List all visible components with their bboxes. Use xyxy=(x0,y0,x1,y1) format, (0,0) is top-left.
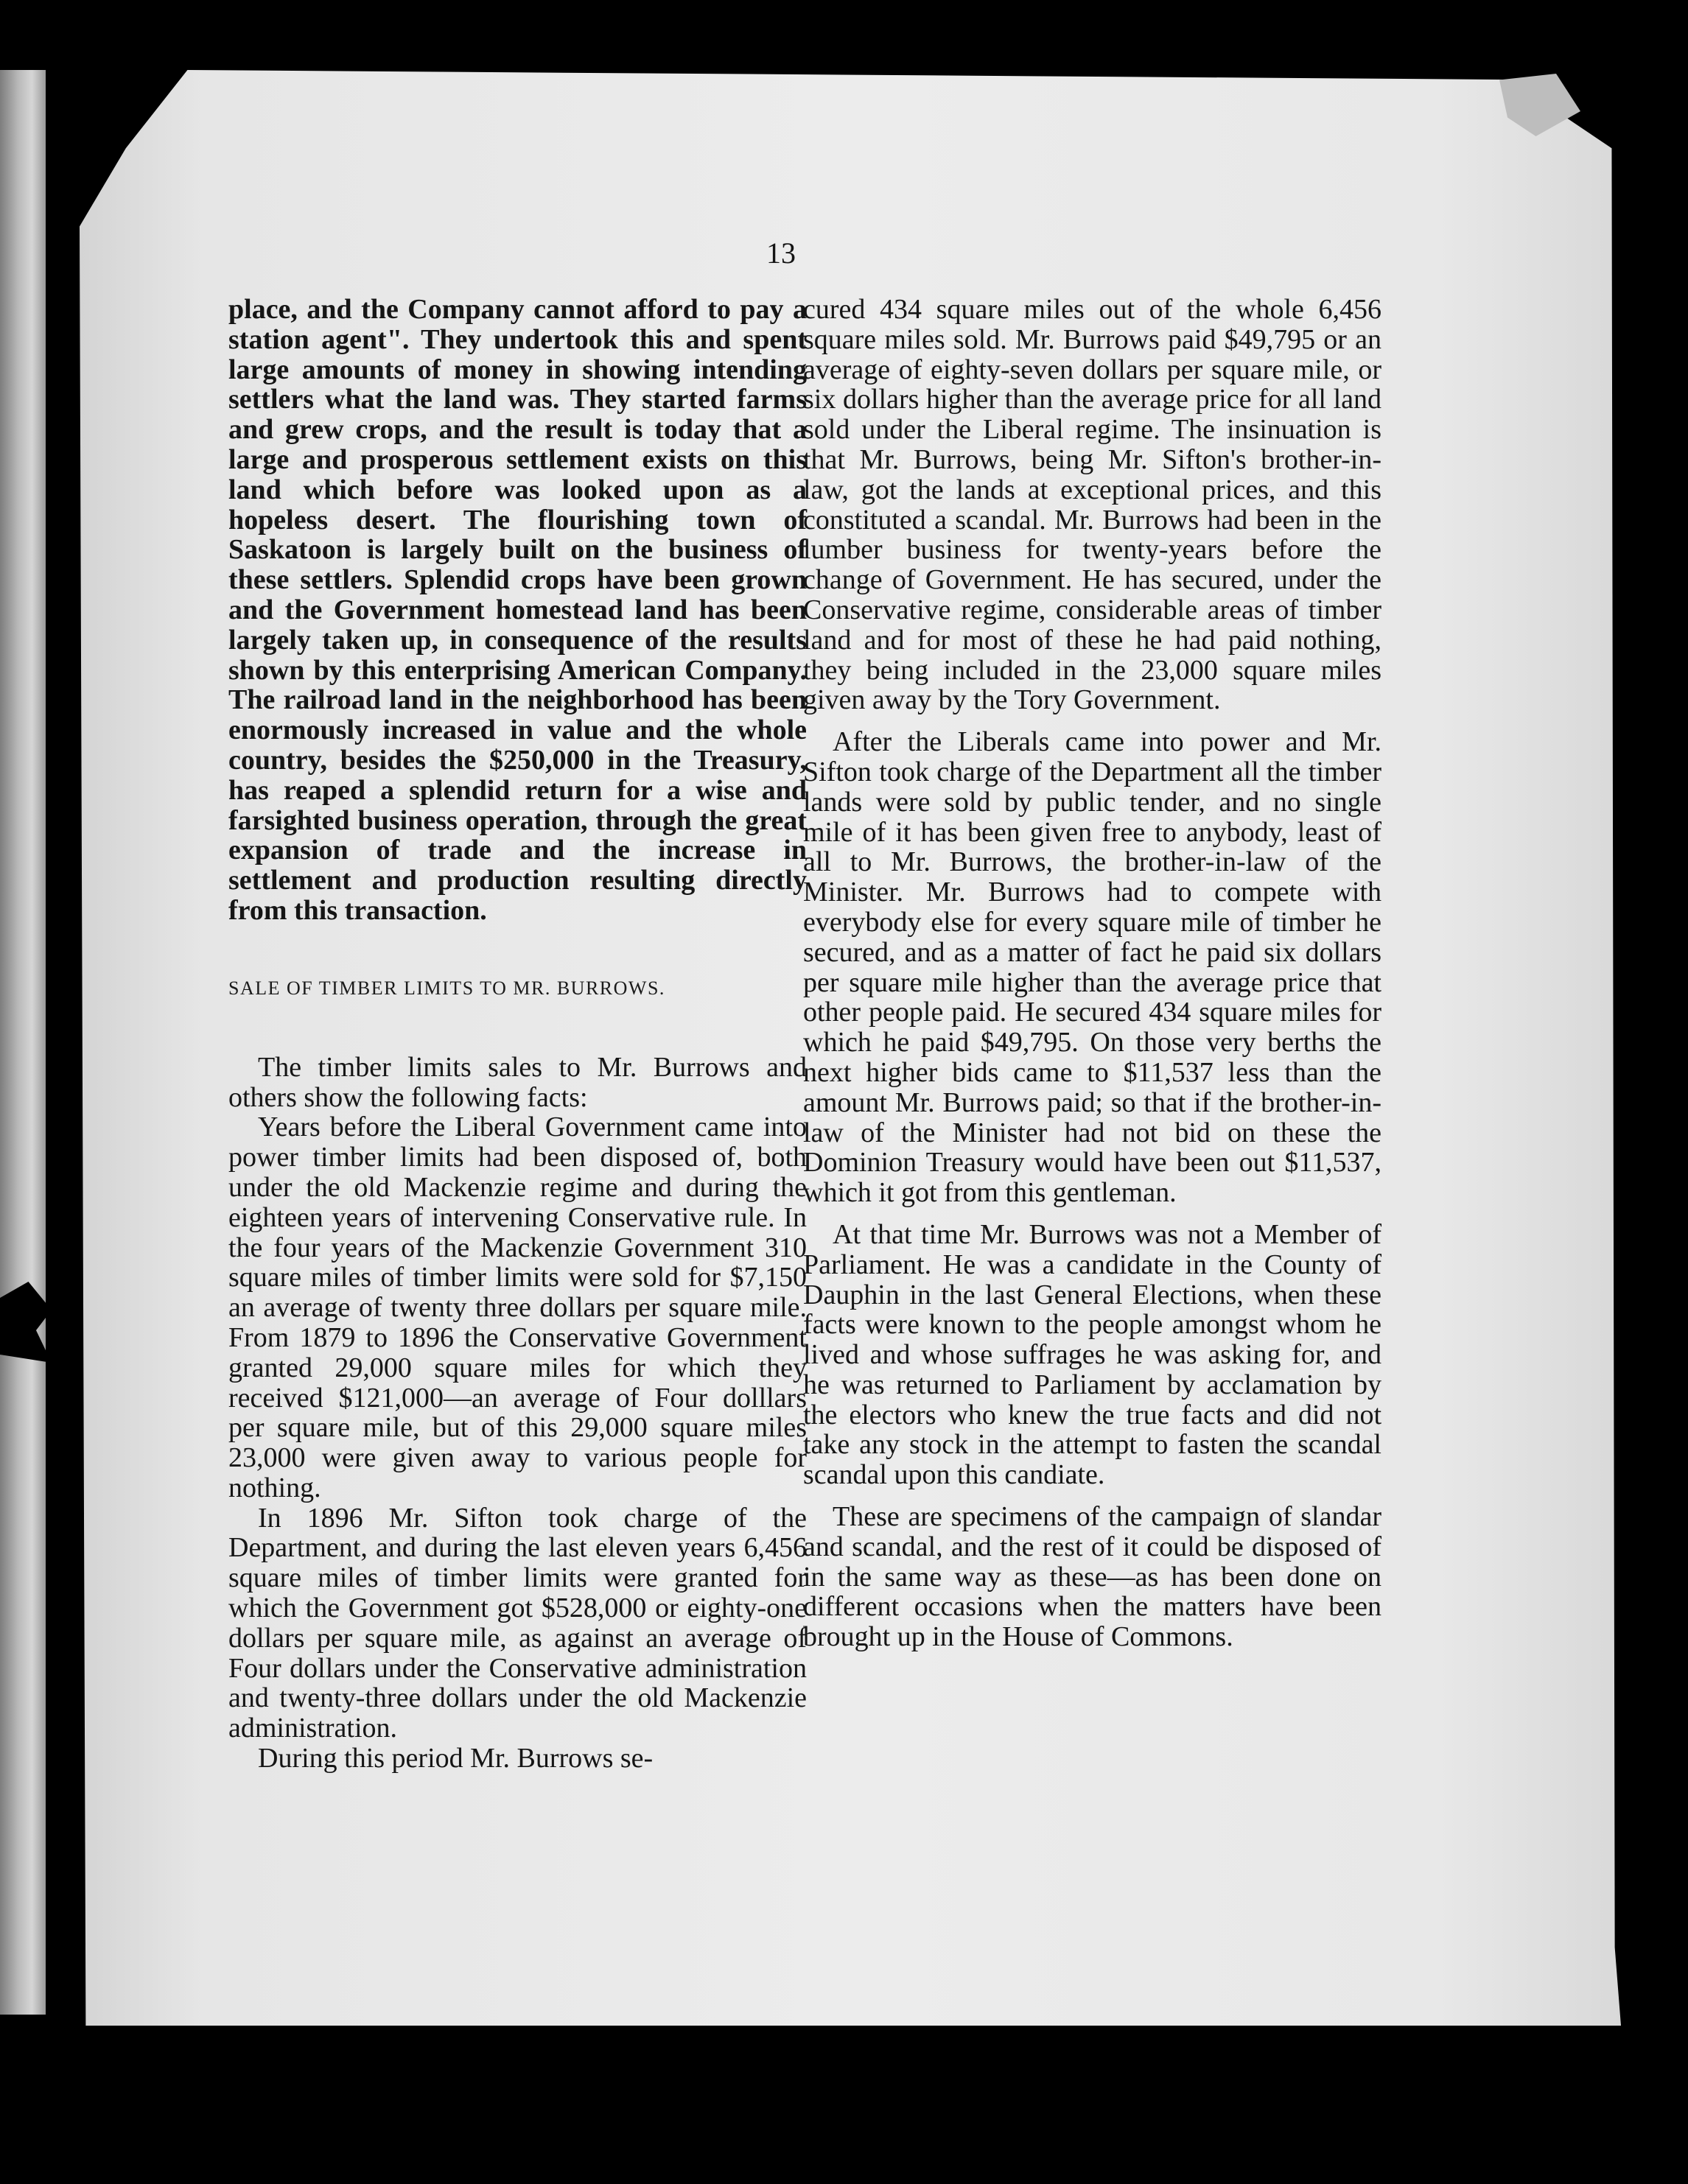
paragraph-period: During this period Mr. Burrows se- xyxy=(258,1743,654,1774)
paragraph-public-tender: After the Liberals came into power and Mr. Sifton took charge of the Department all the timber lands were sold by public tender, and no single mile of it has been given free to anybody, least of all to Mr. Burrows, the brother-in-law of the Minister. Mr. Burrows had to compete with everybody else for every square mile of timber he secured, and as a matter of fact he paid six dollars per square mile higher than the average price that other people paid. He secured 434 square miles for which he paid $49,795. On those very berths the next higher bids came to $11,537 less than the amount Mr. Burrows paid; so that if the brother-in-law of the Minister had not bid on these the Dominion Treasury would have been out $11,537, which it got from this gentleman. xyxy=(803,726,1381,1209)
paragraph-conclusion: These are specimens of the campaign of slandar and scandal, and the rest of it could be disposed of in the same way as these—as has been done on different occasions when the matters have been brought up in the House of Commons. xyxy=(803,1501,1381,1653)
paragraph-history: Years before the Liberal Government came into power timber limits had been disposed of, both under the old Mackenzie regime and during the eighteen years of intervening Conservative rule. In the four years of the Mackenzie Government 310 square miles of timber limits were sold for $7,150 an average of twenty three dollars per square mile. From 1879 to 1896 the Conservative Government granted 29,000 square miles for which they received $121,000—an average of Four dolllars per square mile, but of this 29,000 square miles 23,000 were given away to various people for nothing. xyxy=(228,1112,807,1503)
paragraph-saskatoon: place, and the Company cannot afford to pay a station agent". They undertook this and spent large amounts of money in showing intending settlers what the land was. They started farms and grew crops, and the result is today that a large and prosperous settlement exists on this land which before was looked upon as a hopeless desert. The flourishing town of Saskatoon is largely built on the business of these settlers. Splendid crops have been grown and the Government homestead land has been largely taken up, in consequence of the results shown by this enterprising American Company. The railroad land in the neighborhood has been enormously increased in value and the whole country, besides the $250,000 in the Treasury, has reaped a splendid return for a wise and farsighted business operation, through the great expansion of trade and the increase in settlement and production resulting directly from this transaction. xyxy=(228,294,807,926)
right-column xyxy=(803,295,1381,1652)
paragraph-parliament: At that time Mr. Burrows was not a Member of Parliament. He was a candidate in the County of Dauphin in the last General Elections, when these facts were known to the people amongst whom he lived and whose suffrages he was asking for, and he was returned to Parliament by acclamation by the electors who knew the true facts and did not take any stock in the attempt to fasten the scandal scandal upon this candiate. xyxy=(803,1218,1381,1491)
paragraph-intro: The timber limits sales to Mr. Burrows and others show the following facts: xyxy=(228,1051,807,1113)
adjacent-page-edge xyxy=(0,70,46,2015)
left-column xyxy=(228,295,807,1774)
page-number: 13 xyxy=(766,236,796,270)
paragraph-sifton-department: In 1896 Mr. Sifton took charge of the Department, and during the last eleven years 6,456 square miles of timber limits were granted for which the Government got $528,000 or eighty-one dollars per square mile, as against an average of Four dollars under the Conservative administration and twenty-three dollars under the old Mackenzie administration. xyxy=(228,1502,807,1744)
paragraph-burrows-purchase: cured 434 square miles out of the whole 6,456 square miles sold. Mr. Burrows paid $49,795 or an average of eighty-seven dollars per square mile, or six dollars higher than the average price for all land sold under the Liberal regime. The insinuation is that Mr. Burrows, being Mr. Sifton's brother-in-law, got the lands at exceptional prices, and this constituted a scandal. Mr. Burrows had been in the lumber business for twenty-years before the change of Government. He has secured, under the Conservative regime, considerable areas of timber land and for most of these he had paid nothing, they being included in the 23,000 square miles given away by the Tory Government. xyxy=(803,294,1381,716)
section-heading: SALE OF TIMBER LIMITS TO MR. BURROWS. xyxy=(228,977,665,999)
